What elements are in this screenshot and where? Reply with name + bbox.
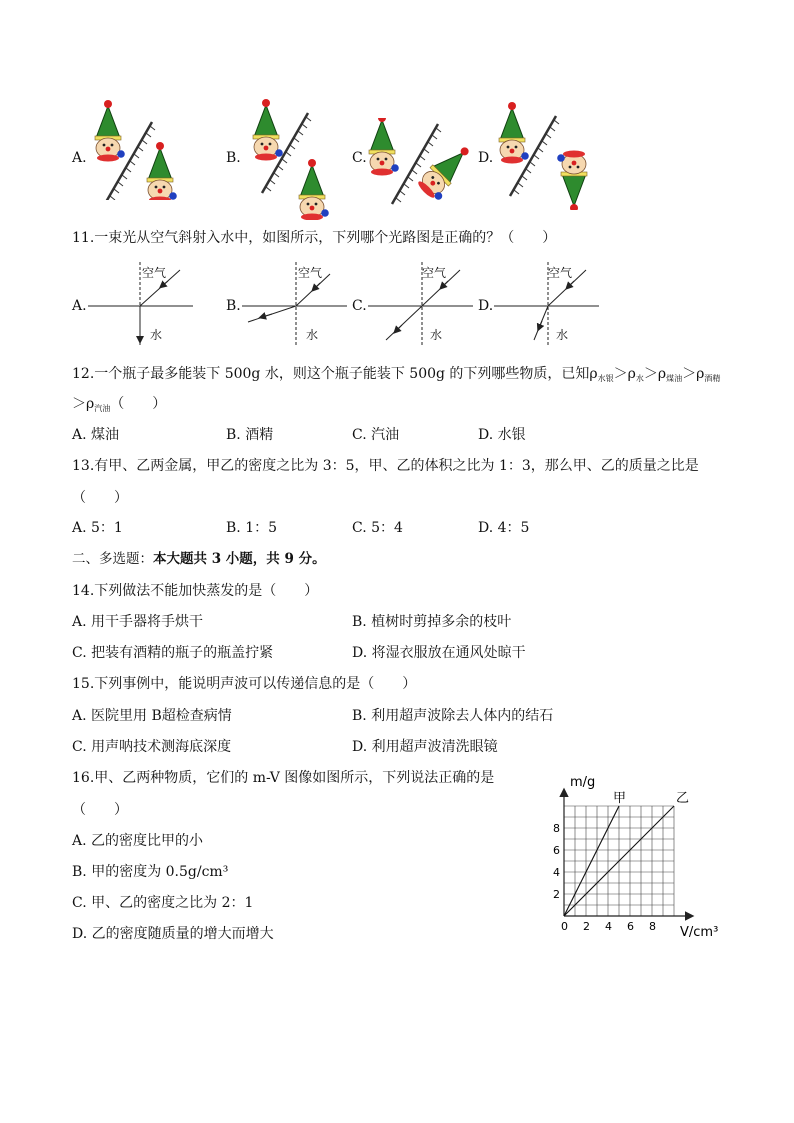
q13-stem: 13.有甲、乙两金属，甲乙的密度之比为 3：5，甲、乙的体积之比为 1：3，那么甲、乙的质量之比是	[72, 458, 699, 474]
q10-option-b-label[interactable]: B.	[226, 150, 241, 166]
q16-tail: （ ）	[72, 802, 128, 818]
q11-d-water-label: 水	[556, 328, 569, 342]
q11-c-water-label: 水	[430, 328, 443, 342]
q12-sub-alcohol: 酒精	[704, 374, 721, 383]
x-tick-label: 4	[605, 920, 612, 933]
q13-tail: （ ）	[72, 490, 128, 506]
x-tick-label: 6	[627, 920, 634, 933]
x-tick-label: 0	[561, 920, 568, 933]
chart-x-label: V/cm³	[680, 925, 719, 940]
q14-option-c[interactable]: C. 把装有酒精的瓶子的瓶盖拧紧	[72, 645, 274, 661]
series-label-1: 乙	[676, 791, 690, 806]
q12-option-a[interactable]: A. 煤油	[72, 427, 120, 443]
q16-option-a[interactable]: A. 乙的密度比甲的小	[72, 833, 204, 849]
q14-option-a[interactable]: A. 用干手器将手烘干	[72, 614, 204, 630]
q12-gt-1: ＞ρ	[613, 366, 636, 382]
q12-tail: （ ）	[110, 396, 167, 412]
q15-option-a[interactable]: A. 医院里用 B超检查病情	[72, 708, 232, 724]
q13-option-c[interactable]: C. 5：4	[352, 520, 403, 536]
q13-option-d[interactable]: D. 4：5	[478, 520, 530, 536]
q14-stem: 14.下列做法不能加快蒸发的是（ ）	[72, 583, 319, 599]
q11-b-water-label: 水	[306, 328, 319, 342]
q10-option-d-label[interactable]: D.	[478, 150, 494, 166]
q12-sub-kerosene: 煤油	[666, 374, 683, 383]
q16-option-c[interactable]: C. 甲、乙的密度之比为 2：1	[72, 895, 254, 911]
q11-option-b-diagram	[242, 260, 352, 350]
q11-stem: 11.一束光从空气斜射入水中，如图所示，下列哪个光路图是正确的？（ ）	[72, 230, 557, 246]
q15-option-d[interactable]: D. 利用超声波清洗眼镜	[352, 739, 498, 755]
q12-option-d[interactable]: D. 水银	[478, 427, 526, 443]
y-tick-label: 8	[553, 822, 560, 835]
q10-option-c-label[interactable]: C.	[352, 150, 367, 166]
x-tick-label: 8	[649, 920, 656, 933]
q11-c-air-label: 空气	[422, 266, 447, 280]
q12-sub-mercury: 水银	[597, 374, 614, 383]
section-2-prefix: 二、多选题：	[72, 551, 153, 567]
q12-stem	[72, 364, 720, 389]
y-tick-label: 6	[553, 844, 560, 857]
q13-option-b[interactable]: B. 1：5	[226, 520, 278, 536]
q11-a-water-label: 水	[150, 328, 163, 342]
q16-stem: 16.甲、乙两种物质，它们的 m-V 图像如图所示，下列说法正确的是	[72, 770, 495, 786]
q12-gt-2: ＞ρ	[643, 366, 667, 382]
x-tick-label: 2	[583, 920, 590, 933]
q14-option-b[interactable]: B. 植树时剪掉多余的枝叶	[352, 614, 512, 630]
q11-a-air-label: 空气	[142, 266, 167, 280]
q10-option-c-figure	[366, 118, 476, 208]
series-label-0: 甲	[613, 791, 627, 806]
q15-option-c[interactable]: C. 用声呐技术测海底深度	[72, 739, 232, 755]
q12-option-b[interactable]: B. 酒精	[226, 427, 274, 443]
q10-option-a-figure	[88, 100, 198, 200]
q11-option-b-label[interactable]: B.	[226, 298, 241, 314]
q13-option-a[interactable]: A. 5：1	[72, 520, 123, 536]
q10-option-a-label[interactable]: A.	[72, 150, 87, 166]
q12-gt-4: ＞ρ	[72, 396, 95, 412]
q11-d-air-label: 空气	[548, 266, 573, 280]
section-2-heading	[72, 549, 326, 569]
q12-gt-3: ＞ρ	[682, 366, 705, 382]
chart-y-label: m/g	[570, 775, 596, 790]
q11-option-d-label[interactable]: D.	[478, 298, 494, 314]
y-tick-label: 4	[553, 866, 560, 879]
q16-option-b[interactable]: B. 甲的密度为 0.5g/cm³	[72, 864, 229, 880]
y-tick-label: 2	[553, 888, 560, 901]
q16-mv-chart	[540, 768, 730, 940]
q11-option-c-label[interactable]: C.	[352, 298, 367, 314]
q12-sub-gasoline: 汽油	[94, 404, 111, 413]
q15-option-b[interactable]: B. 利用超声波除去人体内的结石	[352, 708, 554, 724]
section-2-bold: 本大题共 3 小题，共 9 分。	[153, 551, 326, 567]
q11-option-a-label[interactable]: A.	[72, 298, 87, 314]
q10-option-d-figure	[492, 100, 602, 210]
q15-stem: 15.下列事例中，能说明声波可以传递信息的是（ ）	[72, 676, 417, 692]
q10-option-b-figure	[242, 95, 352, 220]
q12-stem-text: 12.一个瓶子最多能装下 500g 水，则这个瓶子能装下 500g 的下列哪些物质，已知ρ	[72, 366, 598, 382]
q12-option-c[interactable]: C. 汽油	[352, 427, 400, 443]
q12-sub-water: 水	[635, 374, 644, 383]
q14-option-d[interactable]: D. 将湿衣服放在通风处晾干	[352, 645, 526, 661]
q12-stem-line2	[72, 394, 166, 419]
q11-b-air-label: 空气	[298, 266, 323, 280]
q16-option-d[interactable]: D. 乙的密度随质量的增大而增大	[72, 926, 274, 942]
